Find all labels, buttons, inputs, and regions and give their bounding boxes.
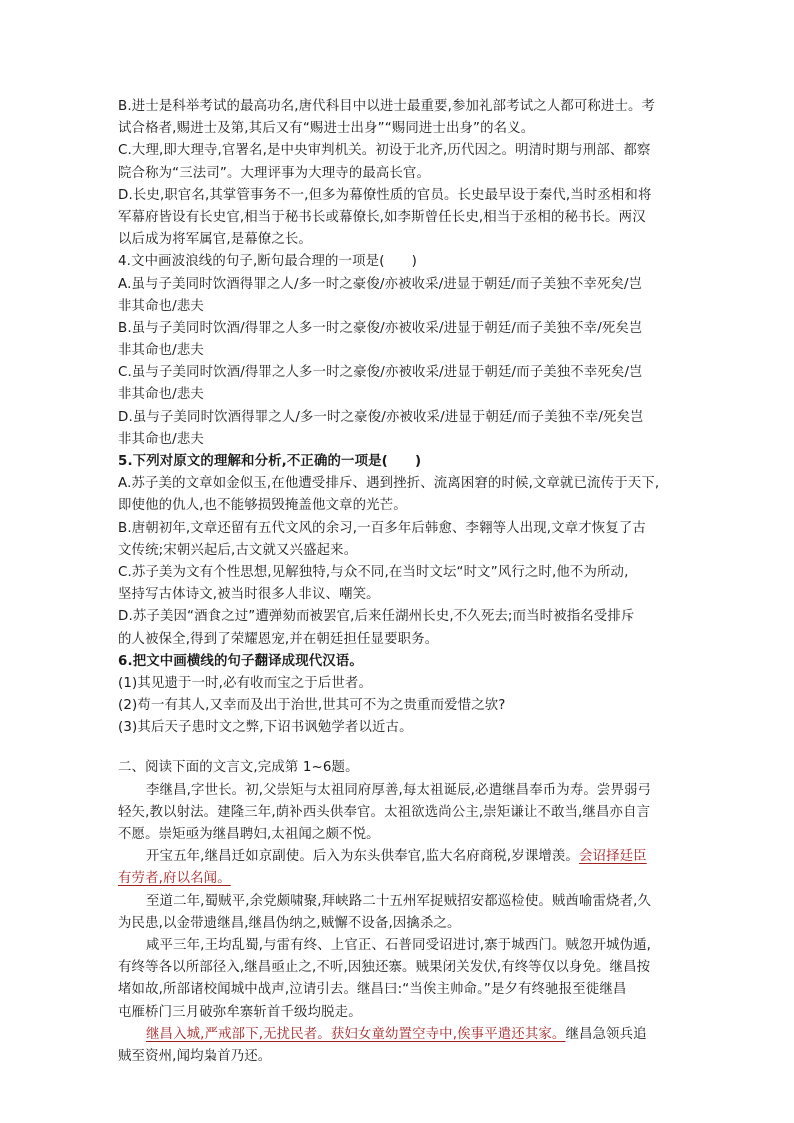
translation-item: (3)其后天子患时文之弊,下诏书讽勉学者以近古。: [118, 720, 413, 736]
text-line: [118, 846, 684, 868]
text-line: 有终等各以所部径入,继昌亟止之,不听,因独还寨。贼果闭关发伏,有终等仅以身免。继昌按: [118, 960, 651, 976]
text-line: 院合称为“三法司”。大理评事为大理寺的最高长官。: [118, 165, 431, 181]
paragraph-3: [118, 891, 684, 935]
text-line: 以后成为将军属官,是幕僚之长。: [118, 232, 312, 248]
text-line: 贼至资州,闻均枭首乃还。: [118, 1048, 272, 1064]
text-line: D.长史,职官名,其掌管事务不一,但多为幕僚性质的官员。长史最早设于秦代,当时丞相和将: [118, 187, 652, 203]
option-line: 非其命也/悲夫: [118, 387, 204, 403]
underlined-sentence: 继昌入城,严戒部下,无扰民者。获妇女童幼置空寺中,俟事平遣还其家。: [146, 1026, 566, 1042]
option-line: 文传统;宋朝兴起后,古文就又兴盛起来。: [118, 542, 358, 558]
section-heading: 二、阅读下面的文言文,完成第 1~6题。: [118, 760, 359, 776]
question-title: 4.文中画波浪线的句子,断句最合理的一项是( ): [118, 254, 418, 270]
option-line: 非其命也/悲夫: [118, 431, 204, 447]
text-line: 不愿。崇矩亟为继昌聘妇,太祖闻之颇不悦。: [118, 827, 380, 842]
translation-item: (1)其见遗于一时,必有收而宝之于后世者。: [118, 675, 373, 691]
document-page: [118, 96, 684, 1068]
option-line: 非其命也/悲夫: [118, 298, 204, 314]
section-gap: [118, 739, 684, 757]
option-line: 非其命也/悲夫: [118, 343, 204, 359]
text-line: 轻矢,教以射法。建隆三年,荫补西头供奉官。太祖欲选尚公主,崇矩谦让不敢当,继昌亦自言: [118, 804, 651, 820]
underlined-sentence: 有劳者,府以名闻。: [118, 871, 231, 887]
text-line: 军幕府皆设有长史官,相当于秘书长或幕僚长,如李斯曾任长史,相当于丞相的秘书长。两汉: [118, 209, 646, 225]
option-line: 坚持写古体诗文,被当时很多人非议、嘲笑。: [118, 587, 380, 603]
text-line: 至道二年,蜀贼平,余党颇啸聚,拜峡路二十五州军捉贼招安都巡检使。贼酋喻雷烧者,久: [146, 893, 652, 909]
text-line: B.进士是科举考试的最高功名,唐代科目中以进士最重要,参加礼部考试之人都可称进士。考: [118, 99, 656, 114]
text-line: 屯雁桥门三月破弥牟寨斩首千级均脱走。: [118, 1004, 362, 1020]
plain-text: 开宝五年,继昌迁如京副使。后入为东头供奉官,监大名府商税,岁课增羡。: [146, 849, 579, 865]
plain-text: 继昌急领兵追: [565, 1026, 647, 1042]
text-line: 试合格者,赐进士及第,其后又有“赐进士出身”“赐同进士出身”的名义。: [118, 121, 535, 137]
underlined-sentence: 会诏择廷臣: [578, 849, 647, 865]
option-line: A.苏子美的文章如金似玉,在他遭受排斥、遇到挫折、流离困窘的时候,文章就已流传于天下,: [118, 476, 660, 492]
option-line: B.唐朝初年,文章还留有五代文风的余习,一百多年后韩愈、李翱等人出现,文章才恢复了古: [118, 520, 646, 536]
question-title: 6.把文中画横线的句子翻译成现代汉语。: [118, 653, 363, 669]
option-line: 即使他的仇人,也不能够损毁掩盖他文章的光芒。: [118, 498, 407, 514]
text-line: 李继昌,字世长。初,父崇矩与太祖同府厚善,每太祖诞辰,必遣继昌奉币为寿。尝畀弱弓: [146, 782, 652, 798]
question-6: [118, 651, 684, 740]
paragraph-1: [118, 780, 684, 847]
text-line: 咸平三年,王均乱蜀,与雷有终、上官正、石普同受诏进讨,寨于城西门。贼忽开城伪遁,: [146, 937, 652, 953]
option-line: C.苏子美为文有个性思想,见解独特,与众不同,在当时文坛“时文”风行之时,他不为所动,: [118, 564, 629, 580]
option-line: A.虽与子美同时饮酒得罪之人/多一时之豪俊/亦被收采/进显于朝廷/而子美独不幸死矣/岂: [118, 276, 643, 292]
option-line: B.虽与子美同时饮酒/得罪之人多一时之豪俊/亦被收采/进显于朝廷/而子美独不幸/死矣岂: [118, 320, 643, 336]
question-4: [118, 251, 684, 451]
option-line: 的人被保全,得到了荣耀恩宠,并在朝廷担任显要职务。: [118, 631, 439, 647]
option-line: D.虽与子美同时饮酒得罪之人/多一时之豪俊/亦被收采/进显于朝廷/而子美独不幸/死矣岂: [118, 409, 644, 425]
question-5: [118, 451, 684, 651]
text-line: 堵如故,所部诸校闻城中战声,泣请引去。继昌曰:“当俟主帅命。”是夕有终驰报至徙继昌: [118, 982, 627, 998]
text-line: C.大理,即大理寺,官署名,是中央审判机关。初设于北齐,历代因之。明清时期与刑部、都察: [118, 143, 651, 159]
option-line: D.苏子美因“酒食之过”遭弹劾而被罢官,后来任湖州长史,不久死去;而当时被指名受排斥: [118, 609, 635, 625]
question-title: 5.下列对原文的理解和分析,不正确的一项是( ): [118, 454, 422, 469]
paragraph-2: [118, 846, 684, 890]
text-line: 为民患,以金带遗继昌,继昌伪纳之,贼懈不设备,因擒杀之。: [118, 915, 461, 931]
text-line: [118, 1024, 684, 1046]
question-3-options: [118, 96, 684, 251]
paragraph-5: [118, 1024, 684, 1068]
paragraph-4: [118, 935, 684, 1024]
text-line: [118, 868, 684, 890]
option-line: C.虽与子美同时饮酒/得罪之人多一时之豪俊/亦被收采/进显于朝廷/而子美独不幸死矣/岂: [118, 365, 643, 381]
translation-item: (2)苟一有其人,又幸而及出于治世,世其可不为之贵重而爱惜之欤?: [118, 698, 506, 714]
section-two: [118, 757, 684, 1068]
